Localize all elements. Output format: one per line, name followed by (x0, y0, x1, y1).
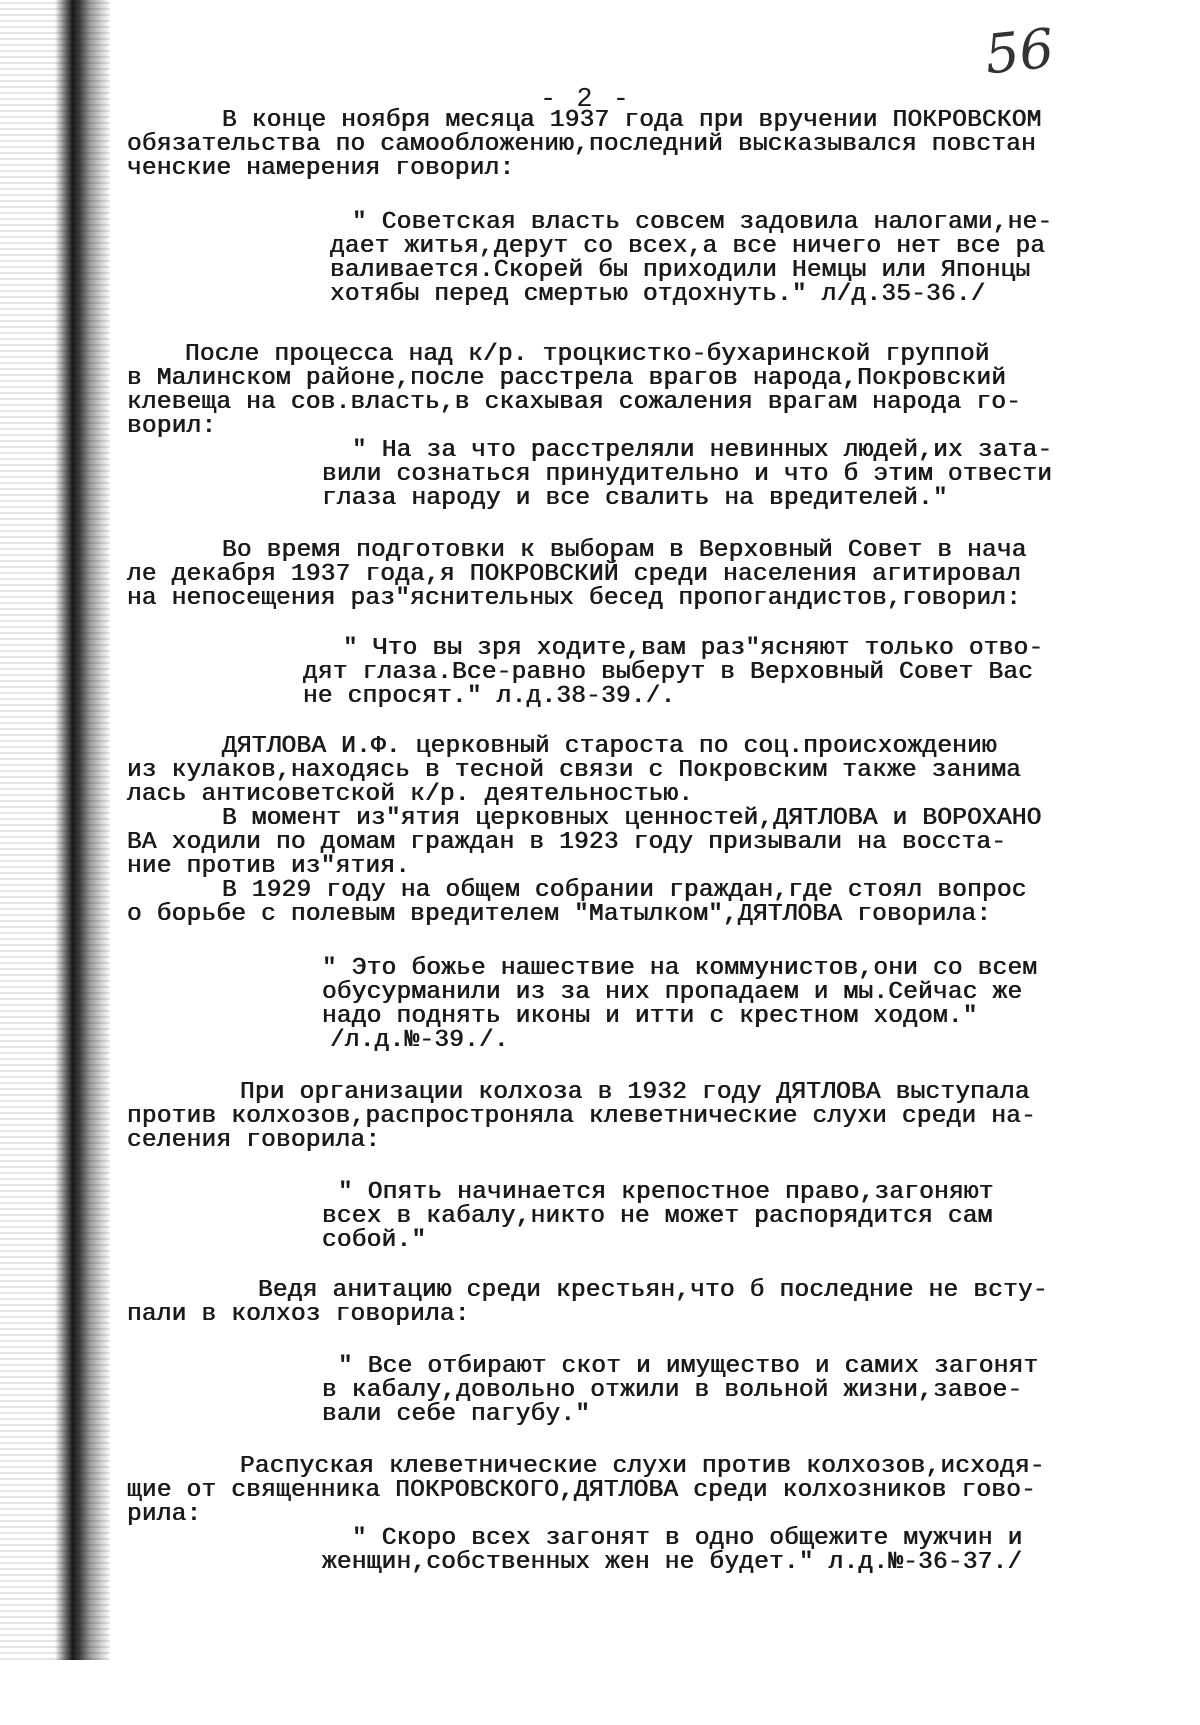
text-line: собой." (322, 1227, 427, 1254)
text-line: в кабалу,довольно отжили в вольной жизни,завое- (322, 1377, 1023, 1404)
text-line: о борьбе с полевым вредителем "Матылком",ДЯТЛОВА говорила: (127, 901, 992, 928)
text-line: обусурманили из за них пропадаем и мы.Сейчас же (322, 979, 1023, 1006)
text-line: В конце ноября месяца 1937 года при вручении ПОКРОВСКОМ (222, 107, 1042, 134)
text-line: валивается.Скорей бы приходили Немцы или Японцы (330, 257, 1031, 284)
text-line: дят глаза.Все-равно выберут в Верховный Совет Вас (303, 659, 1034, 686)
text-line: Во время подготовки к выборам в Верховный Совет в нача (222, 537, 1027, 564)
text-line: ворил: (127, 413, 217, 440)
text-line: После процесса над к/р. троцкистко-бухаринской группой (185, 341, 990, 368)
text-line: всех в кабалу,никто не может распорядится сам (322, 1203, 993, 1230)
text-line: рила: (127, 1501, 202, 1528)
text-line: ВА ходили по домам граждан в 1923 году призывали на восста- (127, 829, 1007, 856)
text-line: ние против из"ятия. (127, 853, 411, 880)
text-line: ле декабря 1937 года,я ПОКРОВСКИЙ среди населения агитировал (127, 561, 1022, 588)
text-line: пали в колхоз говорила: (127, 1301, 470, 1328)
text-line: селения говорила: (127, 1127, 381, 1154)
text-line: Ведя анитацию среди крестьян,что б последние не всту- (258, 1277, 1048, 1304)
binding-shadow (0, 0, 110, 1660)
text-line: обязательства по самообложению,последний высказывался повстан (127, 131, 1037, 158)
text-line: на непосещения раз"яснительных бесед пропогандистов,говорил: (127, 585, 1022, 612)
text-line: щие от священника ПОКРОВСКОГО,ДЯТЛОВА среди колхозников гово- (127, 1477, 1037, 1504)
text-line: не спросят." л.д.38-39./. (303, 683, 676, 710)
text-line: " Скоро всех загонят в одно общежите мужчин и (352, 1525, 1023, 1552)
text-line: В 1929 году на общем собрании граждан,где стоял вопрос (222, 877, 1027, 904)
text-line: из кулаков,находясь в тесной связи с Покровским также занима (127, 757, 1022, 784)
text-line: ДЯТЛОВА И.Ф. церковный староста по соц.происхождению (222, 733, 997, 760)
text-line: " Что вы зря ходите,вам раз"ясняют только отво- (343, 635, 1044, 662)
text-line: вали себе пагубу." (322, 1401, 591, 1428)
text-line: " Советская власть совсем задовила налогами,не- (352, 209, 1053, 236)
text-line: " Все отбирают скот и имущество и самих загонят (338, 1353, 1039, 1380)
text-line: надо поднять иконы и итти с крестном ходом." (322, 1003, 978, 1030)
text-line: /л.д.№-39./. (330, 1027, 509, 1054)
text-line: " Опять начинается крепостное право,загоняют (338, 1179, 994, 1206)
text-line: глаза народу и все свалить на вредителей." (322, 485, 948, 512)
text-line: В момент из"ятия церковных ценностей,ДЯТЛОВА и ВОРОХАНО (222, 805, 1042, 832)
text-line: Распуская клеветнические слухи против колхозов,исходя- (240, 1453, 1045, 1480)
text-line: ченские намерения говорил: (127, 155, 515, 182)
text-line: " На за что расстреляли невинных людей,их зата- (352, 437, 1053, 464)
text-line: дает житья,дерут со всех,а все ничего нет все ра (330, 233, 1046, 260)
text-line: " Это божье нашествие на коммунистов,они со всем (322, 955, 1038, 982)
page-number: - 2 - (540, 85, 632, 115)
text-line: в Малинском районе,после расстрела врагов народа,Покровский (127, 365, 1007, 392)
text-line: При организации колхоза в 1932 году ДЯТЛОВА выступала (240, 1079, 1030, 1106)
text-line: женщин,собственных жен не будет." л.д.№-36-37./ (322, 1549, 1023, 1576)
text-line: вили сознаться принудительно и что б этим отвести (322, 461, 1053, 488)
text-line: лась антисоветской к/р. деятельностью. (127, 781, 694, 808)
handwritten-page-mark: 56 (981, 16, 1057, 87)
text-line: хотябы перед смертью отдохнуть." л/д.35-36./ (330, 281, 986, 308)
text-line: клевеща на сов.власть,в скахывая сожаления врагам народа го- (127, 389, 1022, 416)
text-line: против колхозов,распростроняла клеветнические слухи среди на- (127, 1103, 1037, 1130)
